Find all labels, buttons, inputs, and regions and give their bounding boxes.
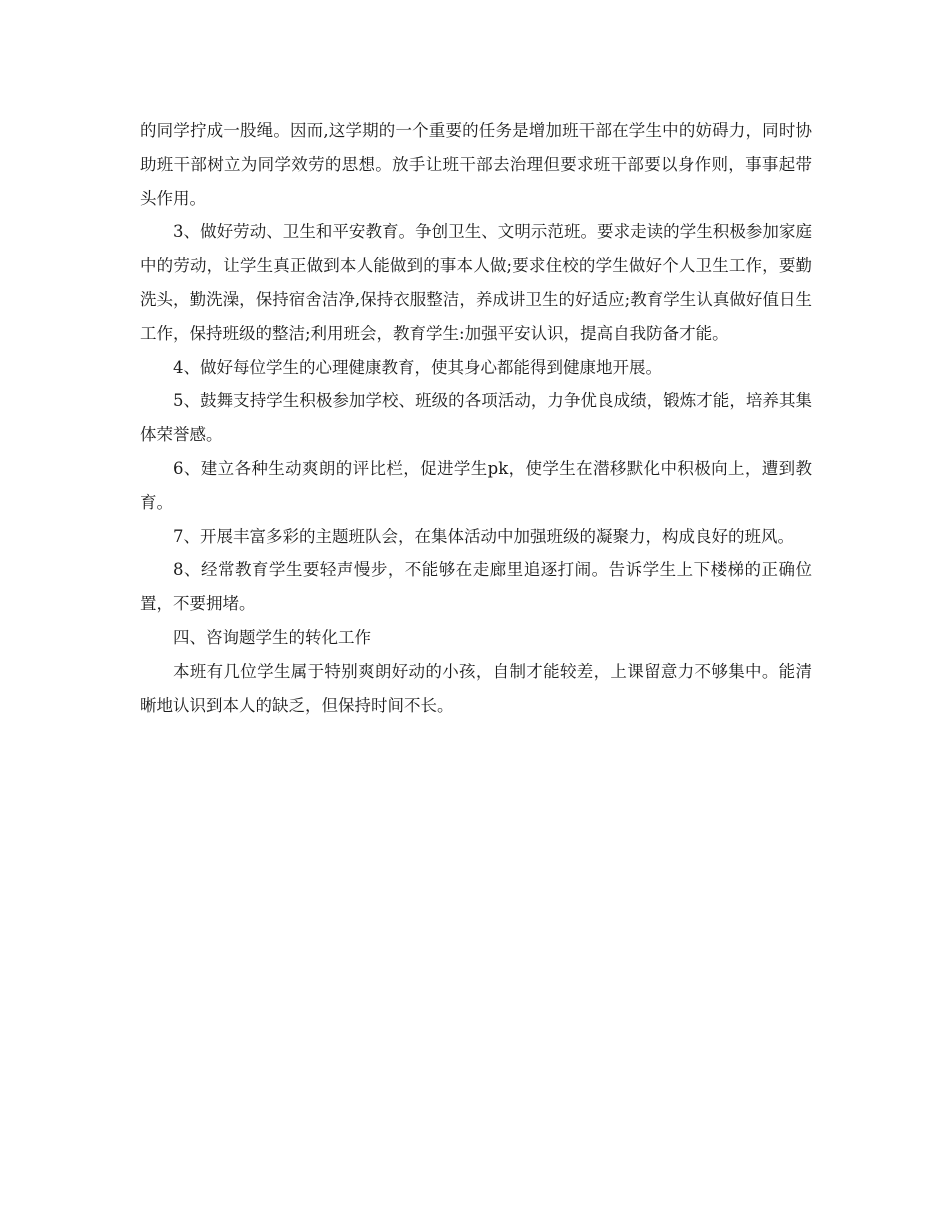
paragraph-item-5: 5、鼓舞支持学生积极参加学校、班级的各项活动，力争优良成绩，锻炼才能，培养其集体荣誉感。 [140,391,812,445]
section-heading: 四、咨询题学生的转化工作 [173,627,371,647]
paragraph-item-3: 3、做好劳动、卫生和平安教育。争创卫生、文明示范班。要求走读的学生积极参加家庭中的劳动，让学生真正做到本人能做到的事本人做;要求住校的学生做好个人卫生工作，要勤洗头，勤洗澡，保持宿舍洁净,保持衣服整洁，养成讲卫生的好适应;教育学生认真做好值日生工作，保持班级的整洁;利用班会，教育学生:加强平安认识，提高自我防备才能。 [140,222,812,343]
paragraph-item-4: 4、做好每位学生的心理健康教育，使其身心都能得到健康地开展。 [173,357,662,377]
paragraph-item-7: 7、开展丰富多彩的主题班队会，在集体活动中加强班级的凝聚力，构成良好的班风。 [173,526,794,546]
document-body [140,114,812,722]
paragraph-item-8: 8、经常教育学生要轻声慢步，不能够在走廊里追逐打闹。告诉学生上下楼梯的正确位置，不要拥堵。 [140,560,812,614]
paragraph-continuation: 的同学拧成一股绳。因而,这学期的一个重要的任务是增加班干部在学生中的妨碍力，同时协助班干部树立为同学效劳的思想。放手让班干部去治理但要求班干部要以身作则，事事起带头作用。 [140,121,812,208]
paragraph-section-body: 本班有几位学生属于特别爽朗好动的小孩，自制才能较差，上课留意力不够集中。能清晰地认识到本人的缺乏，但保持时间不长。 [140,661,812,715]
paragraph-item-6: 6、建立各种生动爽朗的评比栏，促进学生pk，使学生在潜移默化中积极向上，遭到教育。 [140,458,812,512]
